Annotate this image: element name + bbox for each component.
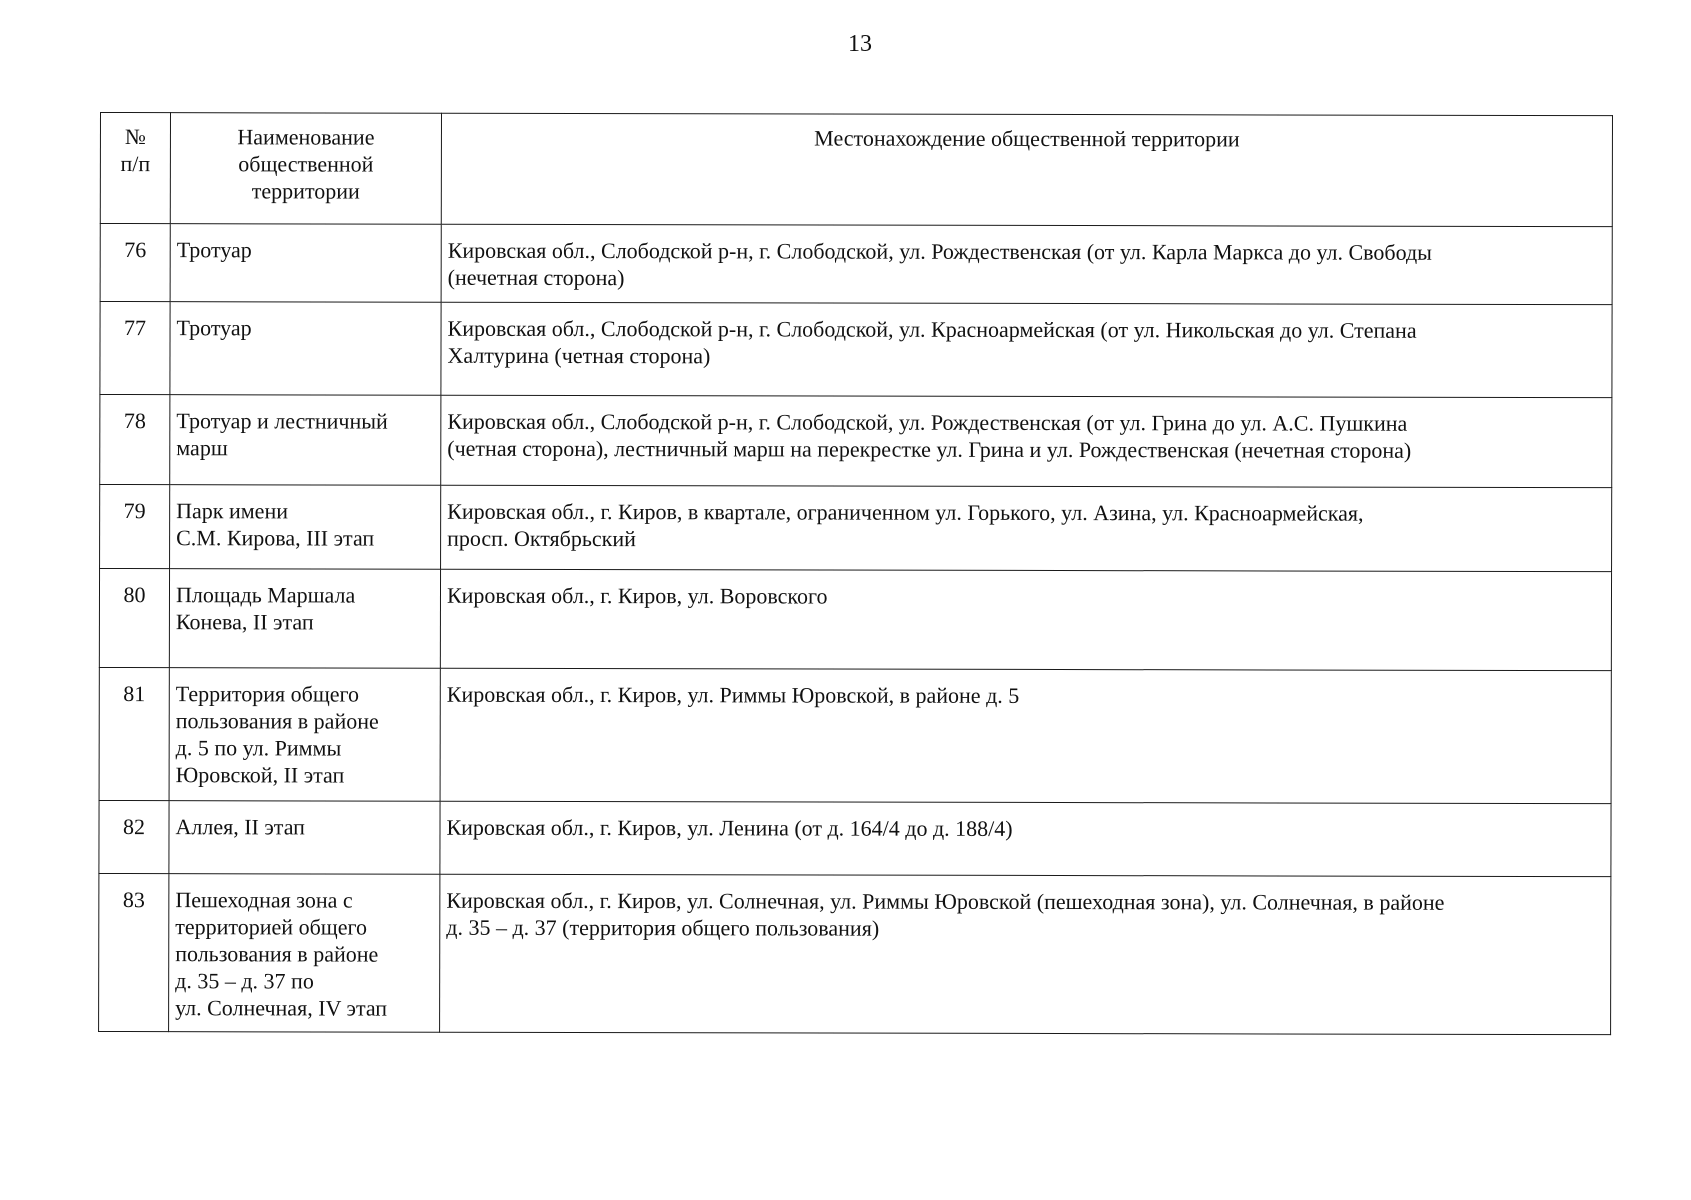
table-row [100,485,1612,572]
territory-location [440,874,1611,1034]
territory-name [170,485,441,570]
header-name-text: Наименование общественной территории [237,124,375,204]
territory-name [169,801,440,875]
territory-name-text: Территория общего пользования в районе д. 5 по ул. Риммы Юровской, II этап [175,681,379,788]
territory-location-text: Кировская обл., г. Киров, ул. Ленина (от д. 164/4 до д. 188/4) [446,814,1013,841]
territory-location-text: Кировская обл., Слободской р-н, г. Слободской, ул. Красноармейская (от ул. Никольская до ул. Степана Халтурина (четная сторона) [447,315,1417,369]
territory-location [440,569,1611,670]
territory-name-text: Площадь Маршала Конева, II этап [175,582,356,635]
territory-location [440,801,1611,876]
territories-table [98,112,1613,1035]
territory-location-text: Кировская обл., г. Киров, ул. Риммы Юровской, в районе д. 5 [446,681,1020,708]
territory-location [441,224,1612,304]
row-number: 81 [99,667,169,800]
territory-location-text: Кировская обл., г. Киров, ул. Воровского [446,582,828,609]
row-number: 83 [99,873,169,1031]
territory-name [170,395,441,486]
territory-location-text: Кировская обл., г. Киров, ул. Солнечная, ул. Риммы Юровской (пешеходная зона), ул. Солнечная, в районе д. 35 – д. 37 (территория общего пользования) [446,887,1445,941]
territory-name-text: Тротуар и лестничный марш [176,408,388,461]
row-number: 78 [100,395,170,485]
territory-name [169,668,440,802]
header-location-text: Местонахождение общественной территории [814,125,1240,152]
territory-name-text: Парк имени С.М. Кирова, III этап [176,498,375,551]
page-number: 13 [848,31,872,57]
territory-location [441,485,1612,571]
territory-name [169,874,440,1033]
header-location [441,113,1612,226]
row-number: 76 [100,224,170,302]
territory-location [440,668,1611,803]
table-row [99,873,1611,1034]
table-row [100,302,1612,398]
territory-name-text: Тротуар [176,315,252,341]
header-name [170,113,441,225]
table-row [100,224,1612,305]
header-num-text: № п/п [120,124,151,177]
territory-name-text: Аллея, II этап [175,814,305,840]
table-row [99,569,1611,671]
table-row [100,395,1612,488]
row-number: 77 [100,302,170,395]
territory-name-text: Пешеходная зона с территорией общего пользования в районе д. 35 – д. 37 по ул. Солнечная, IV этап [175,887,388,1021]
territory-location-text: Кировская обл., Слободской р-н, г. Слободской, ул. Рождественская (от ул. Карла Маркса до ул. Свободы (нечетная сторона) [447,237,1432,291]
table-row [99,800,1611,876]
row-number: 80 [99,569,169,668]
row-number: 79 [100,485,170,569]
territory-location-text: Кировская обл., г. Киров, в квартале, ограниченном ул. Горького, ул. Азина, ул. Красноармейская, просп. Октябрьский [447,498,1364,552]
territory-location-text: Кировская обл., Слободской р-н, г. Слободской, ул. Рождественская (от ул. Грина до ул. А.С. Пушкина (четная сторона), лестничный марш на перекрестке ул. Грина и ул. Рождественская (нечетная сторона) [447,408,1412,463]
header-num [100,113,170,224]
row-number: 82 [99,800,169,873]
table-row [99,667,1611,803]
table-header-row [100,113,1612,227]
territory-name [170,224,441,303]
territory-location [441,395,1612,487]
territory-name [169,569,440,669]
territory-location [441,302,1612,397]
territory-name [170,302,441,396]
territory-name-text: Тротуар [176,237,252,263]
